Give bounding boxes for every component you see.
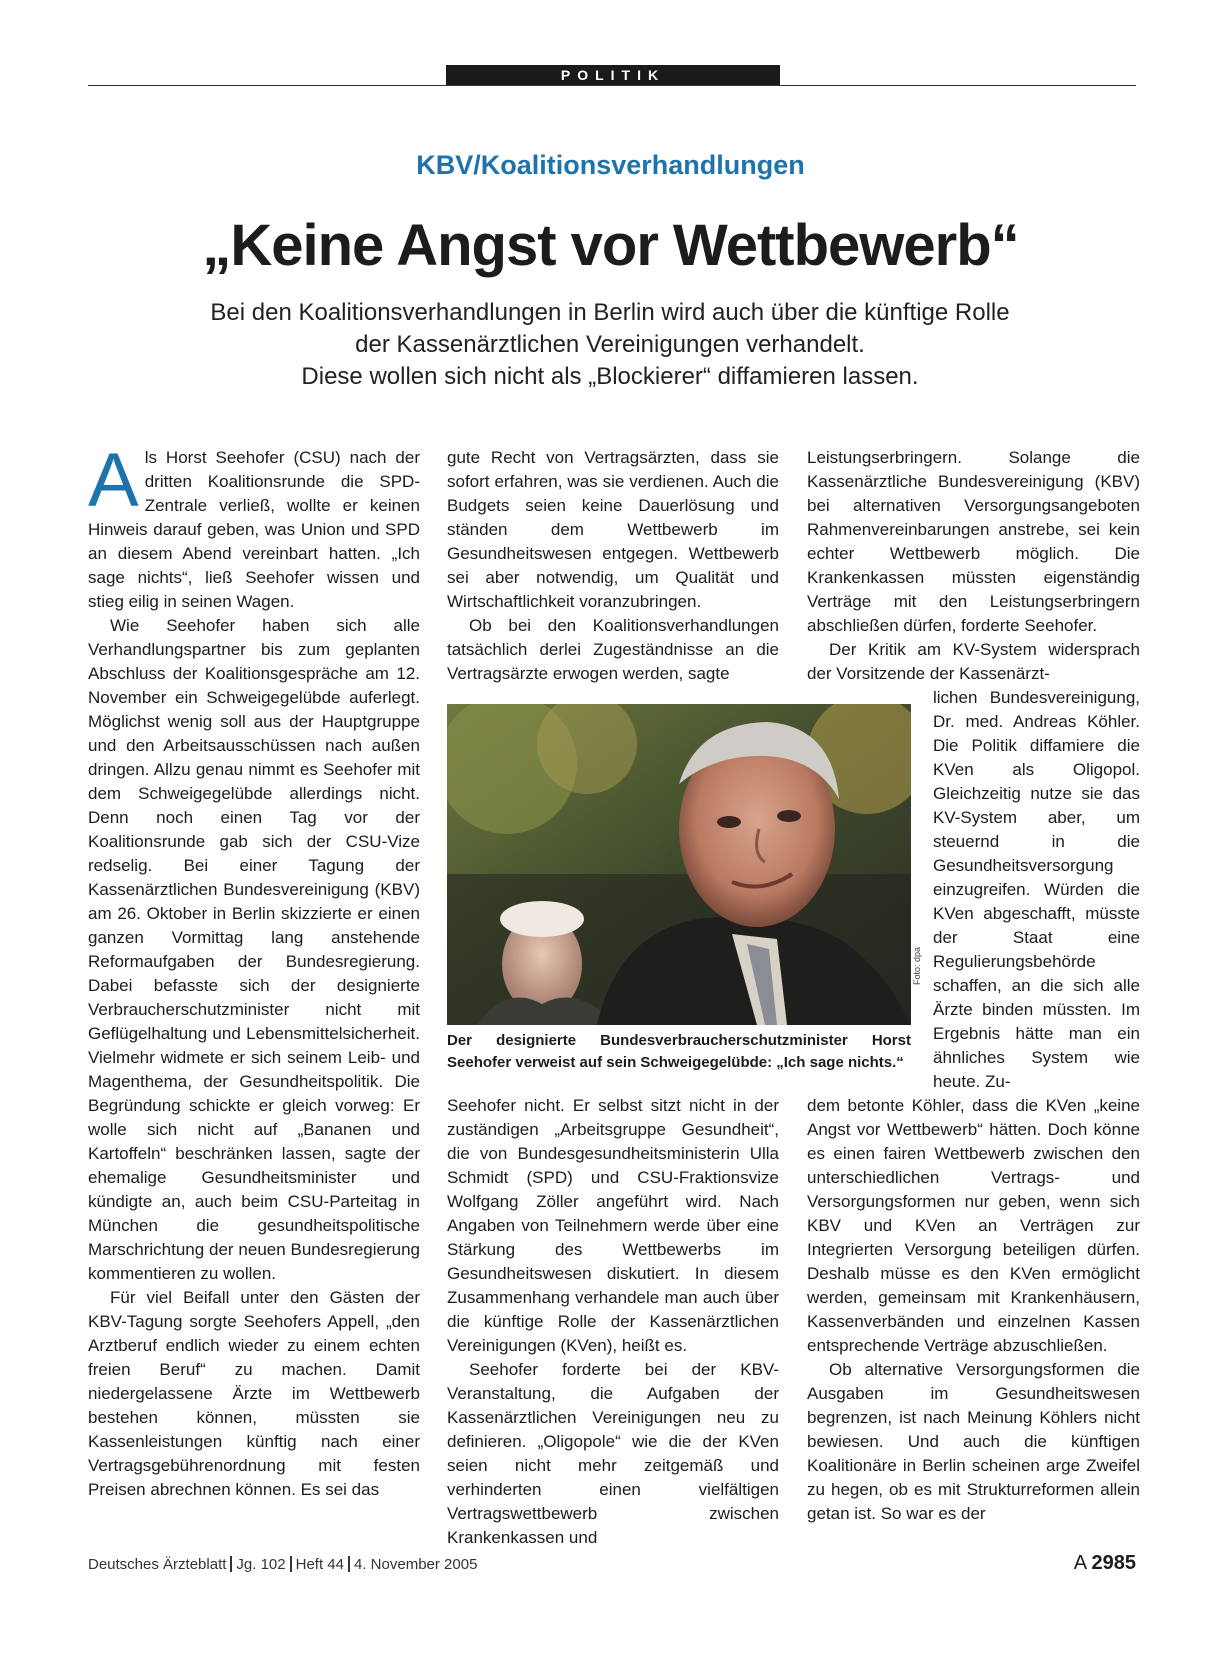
header-rule [88,85,1136,86]
issue: Heft 44 [295,1556,344,1573]
column-3-bottom [807,1094,1140,1526]
separator [230,1556,232,1572]
paragraph: Leistungserbringern. Solange die Kassenärztliche Bundesvereinigung (KBV) bei alternativen Versorgungsangeboten Rahmenvereinbarungen anstrebe, sei kein echter Wettbewerb möglich. Die Krankenkassen müssten eigenständig Verträge mit den Leistungserbringern abschließen dürfen, forderte Seehofer. [807,448,1140,635]
paragraph: Seehofer nicht. Er selbst sitzt nicht in der zuständigen „Arbeitsgruppe Gesundheit“, die von Bundesgesundheitsministerin Ulla Schmidt (SPD) und CSU-Fraktionsvize Wolfgang Zöller angeführt wird. Nach Angaben von Teilnehmern werde über eine Stärkung des Wettbewerbs im Gesundheitswesen diskutiert. In diesem Zusammenhang verhandele man auch über die künftige Rolle der Kassenärztlichen Vereinigungen (KVen), heißt es. [447,1096,779,1355]
photo-credit: Foto: dpa [912,946,922,985]
paragraph: Für viel Beifall unter den Gästen der KBV-Tagung sorgte Seehofers Appell, „den Arztberuf endlich wieder zu einem echten freien Beruf“ zu machen. Damit niedergelassene Ärzte im Wettbewerb bestehen können, müssten sie Kassenleistungen künftig nach einer Vertragsgebührenordnung mit festen Preisen abrechnen können. Es sei das [88,1288,420,1499]
paragraph: lichen Bundesvereinigung, Dr. med. Andreas Köhler. Die Politik diffamiere die KVen als Oligopol. Gleichzeitig nutze sie das KV-System aber, um steuernd in die Gesundheitsversorgung einzugreifen. Würden die KVen abgeschafft, müsste der Staat eine Regulierungsbehörde schaffen, an die sich alle Ärzte binden müssten. Im Ergebnis hätte man ein ähnliches System wie heute. Zu- [933,688,1140,1091]
date: 4. November 2005 [354,1556,478,1573]
lead-line: Bei den Koalitionsverhandlungen in Berlin wird auch über die künftige Rolle [210,299,1010,326]
lead-line: Diese wollen sich nicht als „Blockierer“ diffamieren lassen. [301,363,919,390]
dropcap: A [88,438,139,523]
page-prefix: A [1073,1552,1086,1574]
section-label: POLITIK [446,65,780,85]
lead [160,297,1060,393]
headline: „Keine Angst vor Wettbewerb“ [202,213,1019,278]
paragraph: Der Kritik am KV-System widersprach der Vorsitzende der Kassenärzt- [807,640,1140,683]
footer [88,1556,477,1573]
column-2-bottom [447,1094,779,1550]
photo-seehofer [447,704,911,1025]
journal-name: Deutsches Ärzteblatt [88,1556,227,1573]
paragraph: Ob alternative Versorgungsformen die Ausgaben im Gesundheitswesen begrenzen, ist nach Meinung Köhlers nicht bewiesen. Und auch die künftigen Koalitionäre in Berlin scheinen arge Zweifel zu hegen, ob es mit Strukturreformen allein getan ist. So war es der [807,1360,1140,1523]
paragraph [88,438,420,614]
kicker: KBV/Koalitionsverhandlungen [416,150,805,180]
page-number [1074,1552,1136,1575]
page-number-value: 2985 [1091,1552,1136,1574]
separator [348,1556,350,1572]
photo-caption: Der designierte Bundesverbraucherschutzminister Horst Seehofer verweist auf sein Schweigegelübde: „Ich sage nichts.“ [447,1032,911,1071]
volume: Jg. 102 [236,1556,286,1573]
paragraph: Wie Seehofer haben sich alle Verhandlungspartner bis zum geplanten Abschluss der Koalitionsgespräche am 12. November ein Schweigegelübde auferlegt. Möglichst wenig soll aus der Hauptgruppe und den Arbeitsausschüssen nach außen dringen. Allzu genau nimmt es Seehofer mit dem Schweigegelübde allerdings nicht. Denn noch einen Tag vor der Koalitionsrunde gab sich der CSU-Vize redselig. Bei einer Tagung der Kassenärztlichen Bundesvereinigung (KBV) am 26. Oktober in Berlin skizzierte er einen ganzen Vormittag lang anstehende Reformaufgaben der Bundesregierung. Dabei befasste sich der designierte Verbraucherschutzminister nicht mit Geflügelhaltung und Lebensmittelsicherheit. Vielmehr widmete er sich seinem Leib- und Magenthema, der Gesundheitspolitik. Die Begründung schickte er gleich vorweg: Er wolle sich nicht auf „Bananen und Kartoffeln“ beschränken lassen, sagte der ehemalige Gesundheitsminister und kündigte an, auch beim CSU-Parteitag in München die gesundheitspolitische Marschrichtung der neuen Bundesregierung kommentieren zu wollen. [88,616,420,1283]
paragraph: gute Recht von Vertragsärzten, dass sie sofort erfahren, was sie verdienen. Auch die Budgets seien keine Dauerlösung und ständen dem Wettbewerb im Gesundheitswesen entgegen. Wettbewerb sei aber notwendig, um Qualität und Wirtschaftlichkeit voranzubringen. [447,448,779,611]
paragraph: dem betonte Köhler, dass die KVen „keine Angst vor Wettbewerb“ hätten. Doch könne es einen fairen Wettbewerb zwischen den unterschiedlichen Vertrags- und Versorgungsformen nur geben, wenn sich KBV und KVen an Verträgen zur Integrierten Versorgung beteiligen dürfen. Deshalb müsse es den KVen ermöglicht werden, gemeinsam mit Krankenhäusern, Kassenverbänden und einzelnen Kassen entsprechende Verträge abzuschließen. [807,1096,1140,1355]
paragraph: Ob bei den Koalitionsverhandlungen tatsächlich derlei Zugeständnisse an die Vertragsärzte erwogen werden, sagte [447,616,779,683]
column-2-top [447,446,779,686]
lead-line: der Kassenärztlichen Vereinigungen verhandelt. [355,331,865,358]
column-1 [88,438,420,1502]
column-3-top [807,446,1140,686]
separator [290,1556,292,1572]
paragraph: Seehofer forderte bei der KBV-Veranstaltung, die Aufgaben der Kassenärztlichen Vereinigungen neu zu definieren. „Oligopole“ wie die der KVen seien nicht mehr zeitgemäß und verhinderten einen vielfältigen Vertragswettbewerb zwischen Krankenkassen und [447,1360,779,1547]
paragraph-text: ls Horst Seehofer (CSU) nach der dritten Koalitionsrunde die SPD-Zentrale verließ, wollte er keinen Hinweis darauf geben, was Union und SPD an diesem Abend vereinbart hatten. „Ich sage nichts“, ließ Seehofer wissen und stieg eilig in seinen Wagen. [88,448,420,611]
photo-image [447,704,911,1025]
column-3-narrow [933,686,1140,1094]
